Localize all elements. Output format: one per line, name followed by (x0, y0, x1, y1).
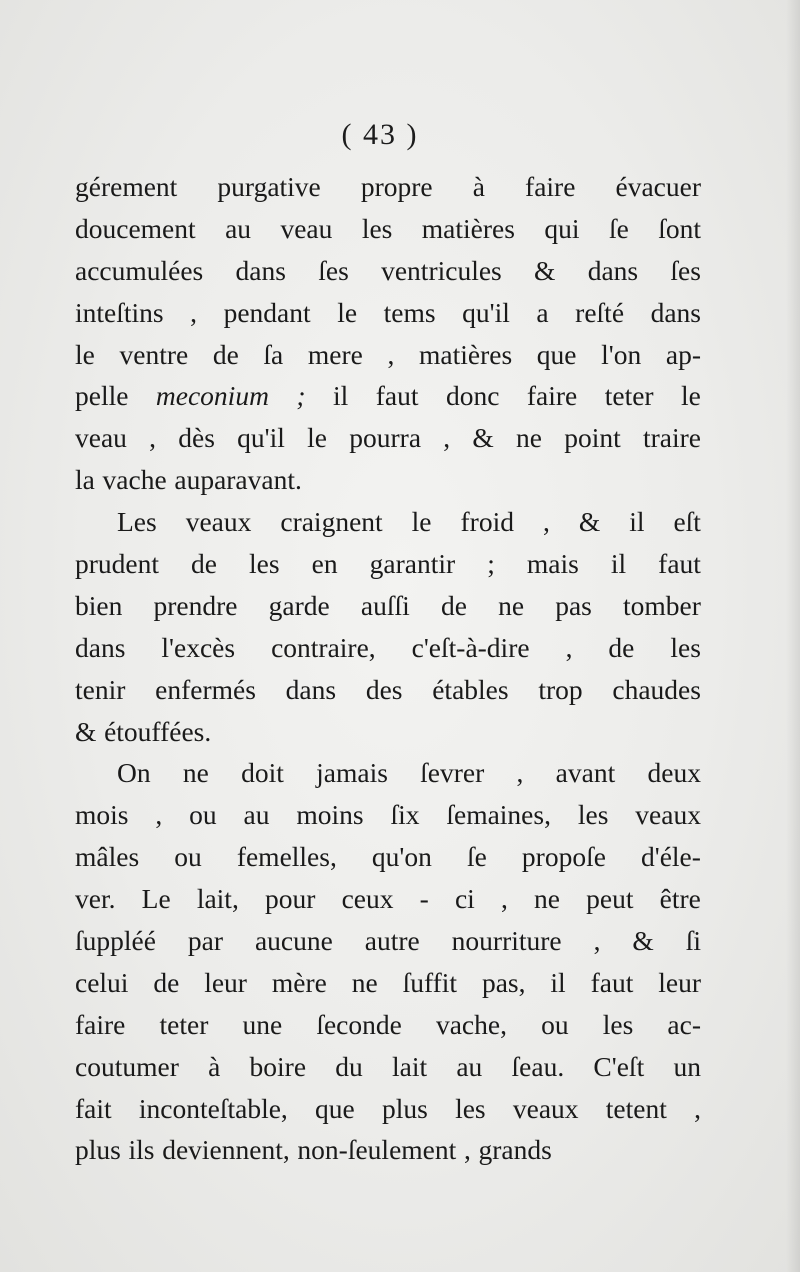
word: le (411, 506, 432, 538)
word: avant (555, 757, 616, 789)
text-line (75, 585, 701, 627)
word: ne (498, 589, 525, 621)
text-line (75, 627, 701, 669)
word: ver. (75, 883, 116, 915)
word: dès (178, 422, 215, 454)
word: boire (249, 1050, 307, 1082)
word: au (225, 212, 252, 244)
word: du (335, 1050, 363, 1082)
text-line (75, 417, 701, 459)
word: tems (383, 296, 436, 328)
word: les (670, 631, 701, 663)
word: matières (421, 212, 515, 244)
word: gérement (75, 171, 178, 202)
text-line (75, 1046, 701, 1088)
word: l'on (601, 338, 642, 370)
word: veau (280, 212, 333, 244)
word: teter (604, 380, 654, 412)
word: , (516, 757, 524, 789)
word: mère (271, 966, 327, 998)
word: reſté (575, 296, 625, 328)
paragraph (75, 752, 701, 1171)
word: mere (307, 338, 363, 370)
text-line (75, 1088, 701, 1130)
word: ſuppléé (75, 925, 156, 957)
word: ne (351, 966, 378, 998)
word: bien (75, 589, 123, 621)
word: ou (174, 841, 202, 873)
word: jamais (316, 757, 388, 789)
word: il (629, 506, 645, 538)
word: veaux (512, 1092, 579, 1124)
word: de (608, 631, 635, 663)
word: tetent (605, 1092, 667, 1124)
word: faut (658, 548, 701, 580)
word: froid (460, 506, 514, 538)
word: auparavant. (174, 464, 302, 496)
word: pourra (349, 422, 422, 454)
word: lait, (196, 883, 239, 915)
word: une (242, 1008, 283, 1040)
word: & (632, 925, 654, 957)
word: pendant (223, 296, 311, 328)
word: il (333, 380, 349, 412)
text-line (75, 292, 701, 334)
word: , (463, 1134, 471, 1166)
word: au (456, 1050, 483, 1082)
word: de (212, 338, 239, 370)
word: leur (658, 966, 701, 998)
word: lait (391, 1050, 428, 1082)
text-line (75, 501, 701, 543)
word: les (577, 799, 609, 831)
word: autre (364, 925, 420, 957)
word: les (361, 212, 393, 244)
word: tenir (75, 673, 126, 705)
word: il (610, 548, 627, 580)
word: tomber (623, 589, 701, 621)
word: faut (375, 380, 419, 412)
word: qu'on (371, 841, 432, 873)
page-edge-shadow (786, 0, 800, 1272)
word: ſeau. (511, 1050, 565, 1082)
word: veau (75, 422, 127, 454)
word: vache, (435, 1008, 507, 1040)
word: , (387, 338, 395, 370)
text-line (75, 334, 701, 376)
word: - (419, 883, 429, 915)
word: grands (478, 1134, 552, 1166)
word: que (315, 1092, 355, 1124)
word: ſix (390, 799, 420, 831)
word: qu'il (462, 296, 510, 328)
word: inteſtins (75, 296, 164, 328)
word: ; (296, 380, 306, 412)
word: point (564, 422, 621, 454)
word: ſa (263, 338, 284, 370)
word: mâles (75, 841, 140, 873)
word: ci (454, 883, 475, 915)
word: dans (587, 254, 639, 286)
word: , (149, 422, 157, 454)
word: ap- (665, 338, 701, 370)
word: par (187, 925, 224, 957)
word: inconteſtable, (138, 1092, 288, 1124)
word: , (542, 506, 550, 538)
word: dans (235, 254, 286, 286)
word: le (75, 338, 95, 370)
word: plus (381, 1092, 428, 1124)
word: étables (432, 673, 509, 705)
text-line (75, 1004, 701, 1046)
word: & (578, 506, 601, 538)
word: leur (204, 966, 247, 998)
word: le (337, 296, 358, 328)
word: faire (526, 380, 578, 412)
word: le (681, 380, 701, 412)
word: , (190, 296, 198, 328)
word: vache (102, 464, 167, 496)
text-line (75, 250, 701, 292)
word: ſe (608, 212, 629, 244)
word: des (365, 673, 403, 705)
word: ou (541, 1008, 569, 1040)
word: pelle (75, 380, 129, 412)
text-line (75, 543, 701, 585)
word: donc (445, 380, 500, 412)
word: la (75, 464, 95, 496)
word: qui (544, 212, 580, 244)
word: ne (534, 883, 560, 915)
word: ne (182, 757, 209, 789)
word: d'éle- (641, 841, 701, 873)
paragraph (75, 501, 701, 752)
word: il (550, 966, 566, 998)
word: chaudes (612, 673, 701, 705)
word: à (208, 1050, 221, 1082)
word: ſuffit (402, 966, 458, 998)
text-line (75, 711, 701, 753)
word: auſſi (360, 589, 410, 621)
word: ſes (318, 254, 349, 286)
word: teter (159, 1008, 209, 1040)
text-line (75, 878, 701, 920)
word: , (565, 631, 573, 663)
word: , (694, 1092, 701, 1124)
word: de (153, 966, 180, 998)
word: coutumer (75, 1050, 179, 1082)
word: un (673, 1050, 701, 1082)
word: propoſe (521, 841, 606, 873)
word: ſont (658, 212, 701, 244)
word: propre (360, 171, 433, 202)
word: , (593, 925, 601, 957)
word: accumulées (75, 254, 204, 286)
text-line (75, 208, 701, 250)
text-line (75, 962, 701, 1004)
word: matières (419, 338, 513, 370)
text-line (75, 669, 701, 711)
word: veaux (185, 506, 252, 538)
paragraph (75, 166, 701, 501)
text-line (75, 1129, 701, 1171)
word: femelles, (236, 841, 337, 873)
word: l'excès (161, 631, 236, 663)
word: craignent (280, 506, 383, 538)
word: ou (189, 799, 217, 831)
word: c'eſt-à-dire (411, 631, 530, 663)
word: peut (586, 883, 634, 915)
word: garde (268, 589, 330, 621)
word: moins (296, 799, 364, 831)
word: pas, (481, 966, 526, 998)
word: deux (647, 757, 701, 789)
word: purgative (217, 171, 321, 202)
word: garantir (369, 548, 456, 580)
text-line (75, 459, 701, 501)
word: évacuer (615, 171, 701, 202)
word: traire (642, 422, 701, 454)
word: à (472, 171, 485, 202)
word: ventricules (381, 254, 502, 286)
page-number: ( 43 ) (341, 118, 419, 151)
word: nourriture (451, 925, 562, 957)
word: le (307, 422, 328, 454)
word: plus (75, 1134, 121, 1166)
word: trop (538, 673, 583, 705)
word: C'eſt (593, 1050, 645, 1082)
text-line (75, 752, 701, 794)
text-line (75, 920, 701, 962)
word: étouffées. (104, 715, 212, 747)
word: pour (264, 883, 316, 915)
word: , (443, 422, 451, 454)
word: faire (75, 1008, 126, 1040)
word: & (534, 254, 556, 286)
word: non-ſeulement (297, 1134, 457, 1166)
word: contraire, (271, 631, 376, 663)
word: ſemaines, (446, 799, 551, 831)
word: mais (526, 548, 579, 580)
word: de (191, 548, 218, 580)
word: ac- (667, 1008, 701, 1040)
word: ventre (119, 338, 189, 370)
word: au (243, 799, 270, 831)
word: prudent (75, 548, 160, 580)
word: doit (241, 757, 284, 789)
word: ſe (466, 841, 487, 873)
word: qu'il (237, 422, 285, 454)
word: On (117, 757, 151, 789)
body-text (75, 166, 701, 1171)
text-line (75, 794, 701, 836)
word: ils (128, 1134, 155, 1166)
word: , (155, 799, 163, 831)
word: pas (555, 589, 592, 621)
word: fait (75, 1092, 112, 1124)
word: dans (650, 296, 701, 328)
word: ſeconde (316, 1008, 402, 1040)
word: ne (516, 422, 542, 454)
word: enfermés (155, 673, 256, 705)
word: faire (525, 171, 576, 202)
word: deviennent, (162, 1134, 290, 1166)
word: ; (487, 548, 495, 580)
word: prendre (153, 589, 238, 621)
word: , (500, 883, 508, 915)
word: faut (590, 966, 634, 998)
word: & (472, 422, 494, 454)
word: celui (75, 966, 129, 998)
word: en (311, 548, 338, 580)
word: dans (285, 673, 337, 705)
text-line (75, 166, 701, 208)
word: les (455, 1092, 486, 1124)
word: eſt (673, 506, 701, 538)
word: mois (75, 799, 129, 831)
word: aucune (254, 925, 333, 957)
word: doucement (75, 212, 196, 244)
word: Le (141, 883, 171, 915)
word: veaux (635, 799, 701, 831)
word: meconium (155, 380, 269, 412)
text-line (75, 836, 701, 878)
word: a (536, 296, 549, 328)
text-line (75, 375, 701, 417)
word: & (75, 715, 97, 747)
word: dans (75, 631, 126, 663)
word: ſevrer (420, 757, 485, 789)
word: de (440, 589, 467, 621)
word: être (659, 883, 701, 915)
word: ſi (685, 925, 701, 957)
word: ceux (341, 883, 394, 915)
word: ſes (670, 254, 701, 286)
word: les (602, 1008, 634, 1040)
word: que (536, 338, 577, 370)
word: les (249, 548, 280, 580)
word: Les (117, 506, 157, 538)
